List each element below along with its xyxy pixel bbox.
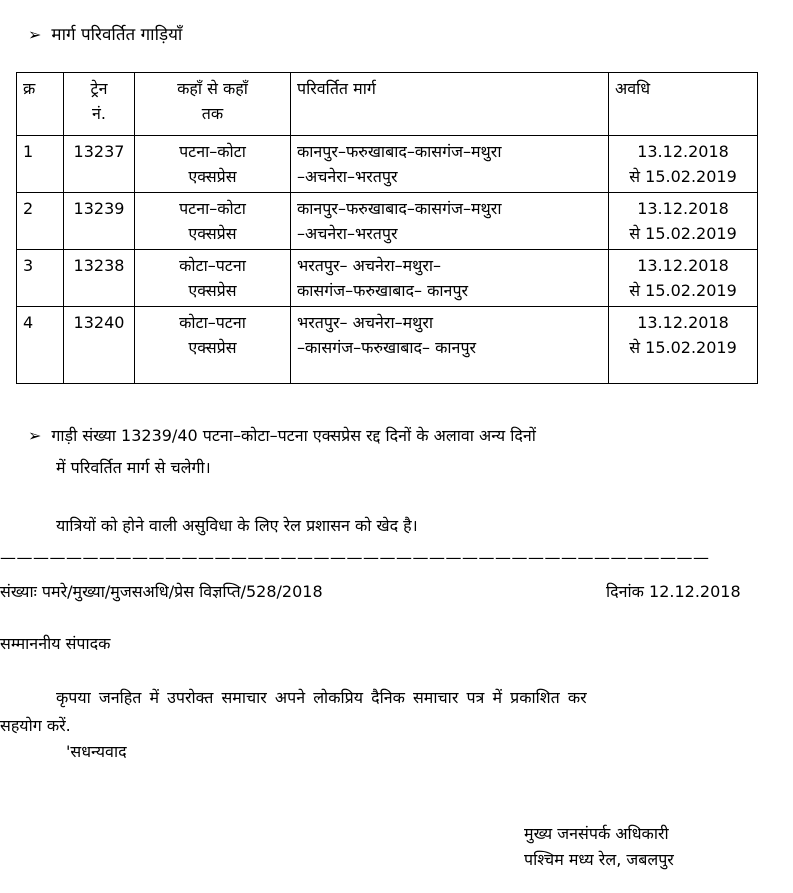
signature-designation: मुख्य जनसंपर्क अधिकारी <box>524 824 669 843</box>
cell-period <box>609 250 758 307</box>
arrow-bullet-icon: ➢ <box>28 25 42 44</box>
cell-route-line2: –कासगंज–फरुखाबाद– कानपुर <box>297 338 477 357</box>
cell-period <box>609 307 758 384</box>
cell-from-to-line2: एक्सप्रेस <box>188 281 237 300</box>
table-row <box>17 193 758 250</box>
table-header-row <box>17 73 758 136</box>
diversion-note-line1: गाड़ी संख्या 13239/40 पटना–कोटा–पटना एक्सप्रेस रद्द दिनों के अलावा अन्य दिनों <box>51 426 536 445</box>
cell-period <box>609 136 758 193</box>
cell-route <box>291 250 609 307</box>
table-row <box>17 136 758 193</box>
cell-from-to <box>135 193 291 250</box>
cell-serial: 4 <box>17 307 64 384</box>
diversion-note <box>28 424 536 446</box>
diverted-trains-table <box>16 72 758 384</box>
request-line2: सहयोग करें. <box>0 716 71 735</box>
cell-period <box>609 193 758 250</box>
cell-period-start: 13.12.2018 <box>637 199 729 218</box>
cell-period-start: 13.12.2018 <box>637 313 729 332</box>
reference-number: संख्याः पमरे/मुख्या/मुजसअधि/प्रेस विज्ञप्ति/528/2018 <box>0 582 323 601</box>
header-serial: क्र <box>17 73 64 136</box>
cell-train-no: 13238 <box>64 250 135 307</box>
cell-from-to-line1: कोटा–पटना <box>179 256 246 275</box>
cell-serial: 1 <box>17 136 64 193</box>
cell-train-no: 13239 <box>64 193 135 250</box>
header-train-no <box>64 73 135 136</box>
cell-from-to-line2: एक्सप्रेस <box>188 224 237 243</box>
arrow-bullet-icon: ➢ <box>28 426 42 445</box>
cell-from-to <box>135 307 291 384</box>
cell-from-to-line1: कोटा–पटना <box>179 313 246 332</box>
header-train-line2: नं. <box>92 104 106 123</box>
cell-route <box>291 193 609 250</box>
header-period: अवधि <box>609 73 758 136</box>
header-from-to-line2: तक <box>201 104 224 123</box>
cell-route-line2: –अचनेरा–भरतपुर <box>297 167 398 186</box>
cell-route-line1: कानपुर–फरुखाबाद–कासगंज–मथुरा <box>297 199 502 218</box>
cell-from-to-line2: एक्सप्रेस <box>188 167 237 186</box>
cell-route-line1: भरतपुर– अचनेरा–मथुरा– <box>297 256 442 275</box>
cell-period-end: से 15.02.2019 <box>629 281 737 300</box>
cell-period-end: से 15.02.2019 <box>629 338 737 357</box>
cell-train-no: 13237 <box>64 136 135 193</box>
cell-period-end: से 15.02.2019 <box>629 224 737 243</box>
cell-train-no: 13240 <box>64 307 135 384</box>
cell-route <box>291 136 609 193</box>
cell-route-line2: –अचनेरा–भरतपुर <box>297 224 398 243</box>
diversion-note-line2: में परिवर्तित मार्ग से चलेगी। <box>56 458 211 477</box>
cell-period-end: से 15.02.2019 <box>629 167 737 186</box>
release-date: दिनांक 12.12.2018 <box>606 582 741 601</box>
section-heading-text: मार्ग परिवर्तित गाड़ियाँ <box>51 25 183 45</box>
salutation: सम्माननीय संपादक <box>0 634 111 653</box>
apology-text: यात्रियों को होने वाली असुविधा के लिए रेल प्रशासन को खेद है। <box>56 516 418 535</box>
cell-period-start: 13.12.2018 <box>637 256 729 275</box>
cell-from-to <box>135 136 291 193</box>
table-row <box>17 250 758 307</box>
header-train-line1: ट्रेन <box>90 79 108 98</box>
cell-route-line1: भरतपुर– अचनेरा–मथुरा <box>297 313 434 332</box>
cell-route <box>291 307 609 384</box>
header-route: परिवर्तित मार्ग <box>291 73 609 136</box>
cell-from-to <box>135 250 291 307</box>
thanks-text: 'सधन्यवाद <box>66 742 127 761</box>
cell-from-to-line1: पटना–कोटा <box>179 199 246 218</box>
table-row <box>17 307 758 384</box>
cell-serial: 3 <box>17 250 64 307</box>
cell-from-to-line1: पटना–कोटा <box>179 142 246 161</box>
cell-from-to-line2: एक्सप्रेस <box>188 338 237 357</box>
header-from-to <box>135 73 291 136</box>
cell-serial: 2 <box>17 193 64 250</box>
header-from-to-line1: कहाँ से कहाँ <box>177 79 248 98</box>
separator-line: ——————————————————————————————————————————— <box>0 548 710 567</box>
cell-route-line1: कानपुर–फरुखाबाद–कासगंज–मथुरा <box>297 142 502 161</box>
signature-office: पश्चिम मध्य रेल, जबलपुर <box>524 850 674 869</box>
section-heading <box>28 22 182 45</box>
cell-route-line2: कासगंज–फरुखाबाद– कानपुर <box>297 281 469 300</box>
request-line1: कृपया जनहित में उपरोक्त समाचार अपने लोकप्रिय दैनिक समाचार पत्र में प्रकाशित कर <box>56 688 587 707</box>
cell-period-start: 13.12.2018 <box>637 142 729 161</box>
